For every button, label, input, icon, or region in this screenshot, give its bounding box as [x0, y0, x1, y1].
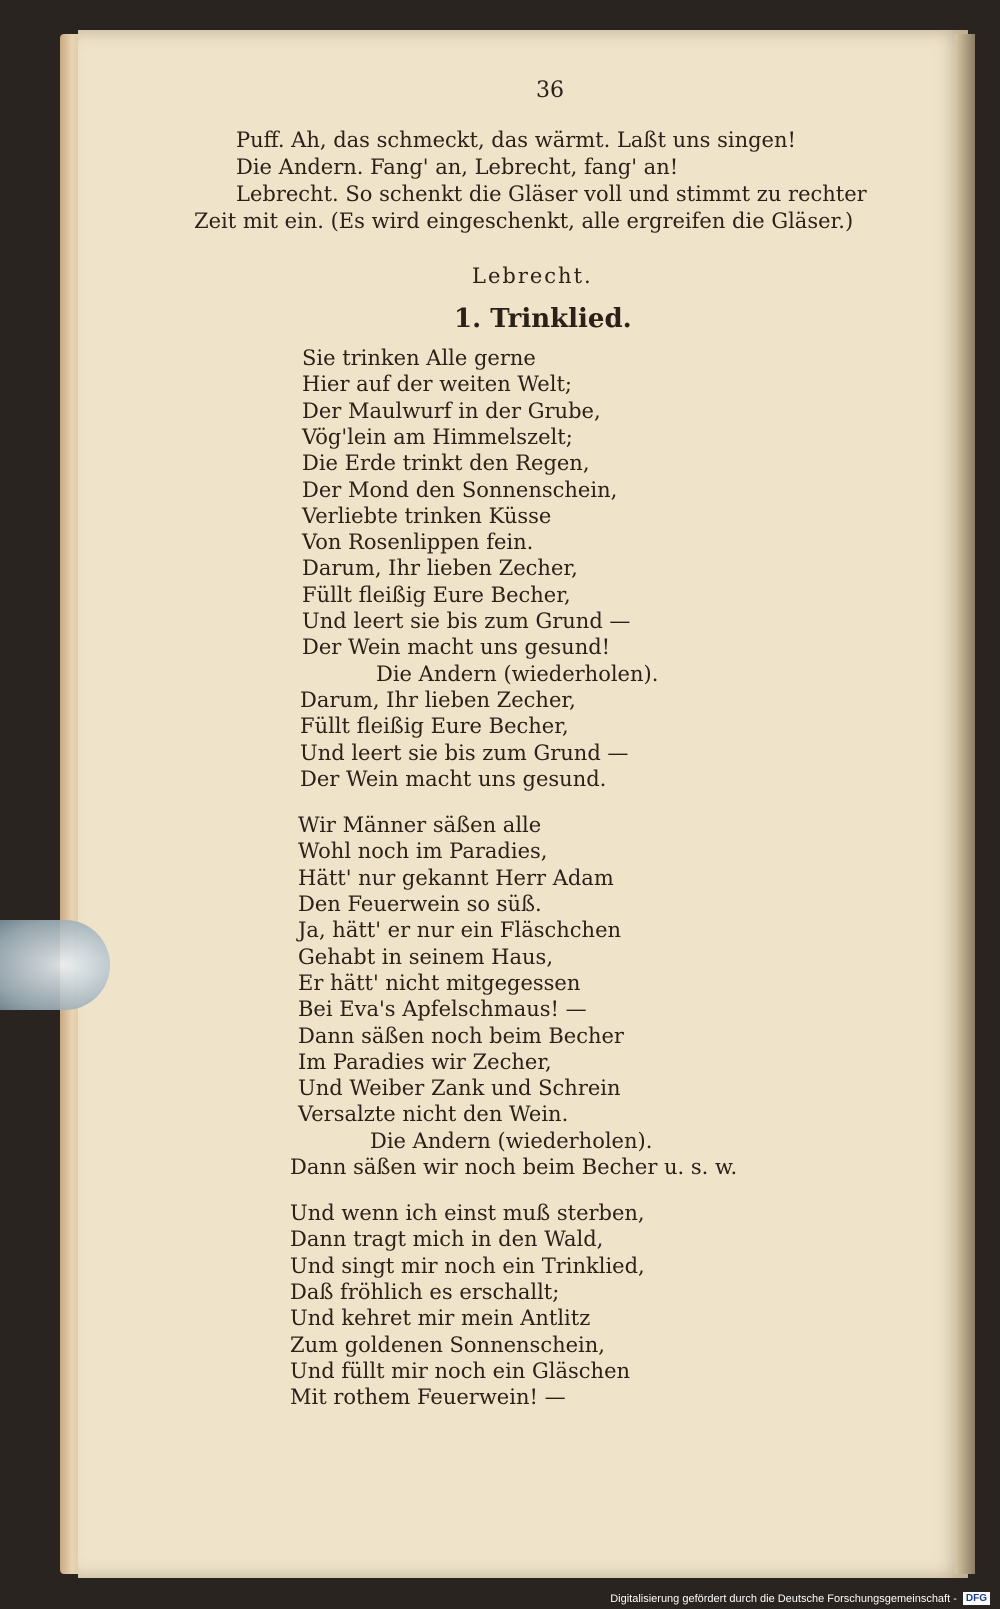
- verse-line: Der Wein macht uns gesund!: [302, 635, 611, 660]
- verse-line: Der Maulwurf in der Grube,: [302, 398, 601, 423]
- dialogue-line: Puff. Ah, das schmeckt, das wärmt. Laßt uns singen!: [236, 128, 796, 152]
- dialogue-line: Lebrecht. So schenkt die Gläser voll und stimmt zu rechter: [236, 182, 867, 206]
- dialogue-line: Die Andern. Fang' an, Lebrecht, fang' an!: [236, 155, 679, 179]
- verse-line: Zum goldenen Sonnenschein,: [290, 1332, 605, 1357]
- verse-line: Hätt' nur gekannt Herr Adam: [298, 865, 614, 890]
- verse-line: Dann säßen noch beim Becher: [298, 1023, 624, 1048]
- verse-line: Gehabt in seinem Haus,: [298, 944, 553, 969]
- book-spine-shadow: [955, 34, 975, 1574]
- verse-line: Den Feuerwein so süß.: [298, 892, 542, 916]
- verse-line: Der Wein macht uns gesund.: [300, 766, 607, 791]
- verse-line: Dann tragt mich in den Wald,: [290, 1227, 604, 1252]
- verse-line: Hier auf der weiten Welt;: [302, 372, 572, 397]
- verse-line: Und wenn ich einst muß sterben,: [290, 1201, 645, 1225]
- verse-line: Und leert sie bis zum Grund —: [300, 740, 629, 765]
- verse-line: Wohl noch im Paradies,: [298, 839, 548, 864]
- chorus-label: Die Andern (wiederholen).: [376, 661, 659, 686]
- verse-line: Der Mond den Sonnenschein,: [302, 477, 618, 502]
- thumb-holding-book: [0, 920, 110, 1010]
- verse-line: Verliebte trinken Küsse: [302, 503, 552, 528]
- footer-text: Digitalisierung gefördert durch die Deutsche Forschungsgemeinschaft -: [610, 1592, 957, 1605]
- verse-line: Die Erde trinkt den Regen,: [302, 451, 590, 476]
- verse-line: Ja, hätt' er nur ein Fläschchen: [298, 918, 622, 943]
- verse-line: Vög'lein am Himmelszelt;: [302, 424, 573, 449]
- verse-line: Und leert sie bis zum Grund —: [302, 609, 631, 633]
- verse-line: Im Paradies wir Zecher,: [298, 1049, 552, 1074]
- footer: [610, 1592, 990, 1605]
- dialogue-line: Zeit mit ein. (Es wird eingeschenkt, alle ergreifen die Gläser.): [194, 209, 854, 233]
- verse-line: Daß fröhlich es erschallt;: [290, 1279, 560, 1304]
- verse-line: Sie trinken Alle gerne: [302, 346, 536, 370]
- verse-line: Und füllt mir noch ein Gläschen: [290, 1358, 631, 1383]
- verse-line: Bei Eva's Apfelschmaus! —: [298, 997, 587, 1022]
- song-title: 1. Trinklied.: [454, 304, 632, 334]
- verse-line: Mit rothem Feuerwein! —: [290, 1385, 566, 1410]
- verse-line: Dann säßen wir noch beim Becher u. s. w.: [290, 1155, 738, 1179]
- verse-line: Er hätt' nicht mitgegessen: [298, 970, 581, 995]
- verse-line: Und Weiber Zank und Schrein: [298, 1076, 621, 1101]
- page-number: 36: [536, 78, 564, 103]
- verse-line: Darum, Ihr lieben Zecher,: [300, 687, 576, 712]
- verse-line: Von Rosenlippen fein.: [302, 530, 534, 555]
- verse-line: Füllt fleißig Eure Becher,: [302, 582, 571, 607]
- dfg-logo: DFG: [963, 1592, 990, 1605]
- chorus-label: Die Andern (wiederholen).: [370, 1128, 653, 1153]
- verse-line: Und singt mir noch ein Trinklied,: [290, 1253, 645, 1278]
- verse-line: Und kehret mir mein Antlitz: [290, 1306, 591, 1331]
- verse-line: Versalzte nicht den Wein.: [298, 1102, 569, 1127]
- verse-line: Wir Männer säßen alle: [298, 813, 542, 838]
- verse-line: Darum, Ihr lieben Zecher,: [302, 556, 578, 581]
- speaker-heading: Lebrecht.: [472, 264, 593, 288]
- verse-line: Füllt fleißig Eure Becher,: [300, 714, 569, 739]
